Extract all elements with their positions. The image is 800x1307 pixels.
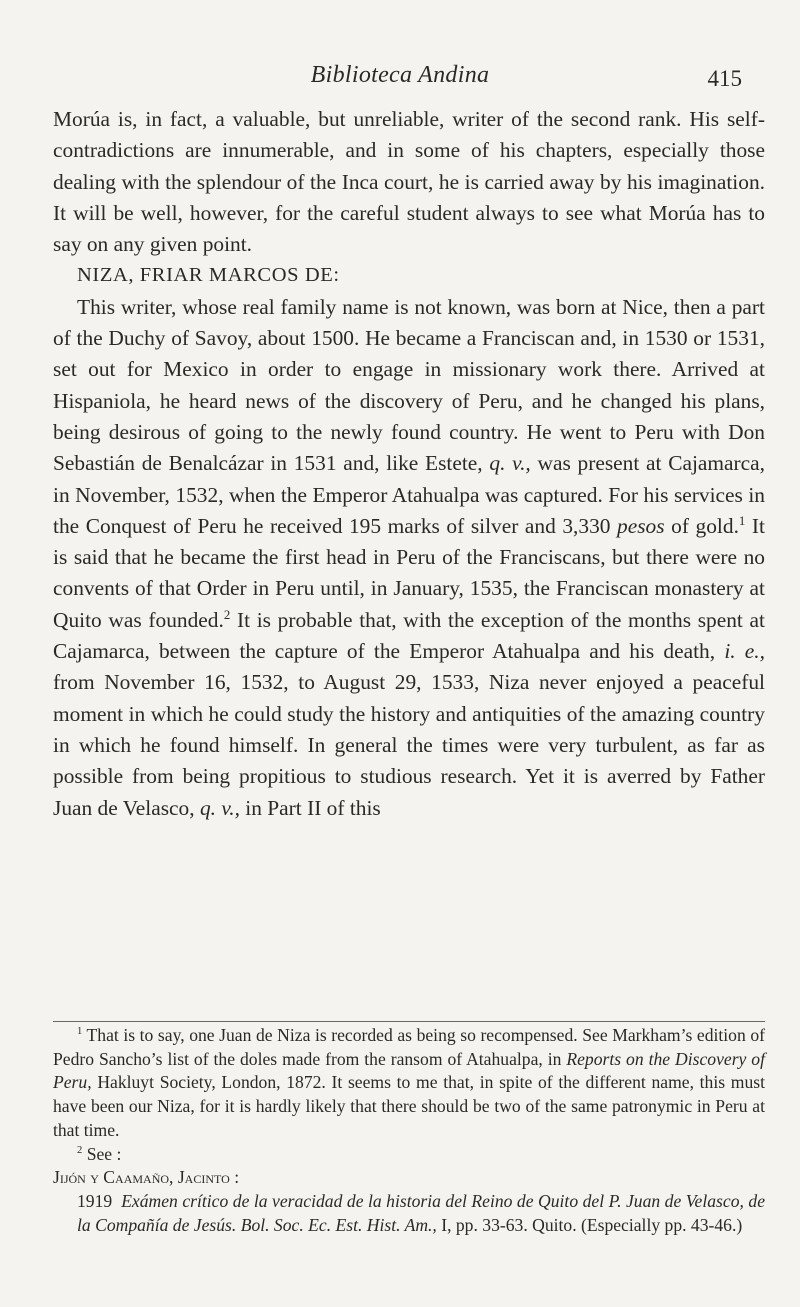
text-span: It is probable that, with the exception of the months spent at Cajamarca, between the capture of the Emperor Atahualpa and his death, bbox=[53, 607, 765, 664]
text-span: See : bbox=[86, 1143, 122, 1164]
text-span: from November 16, 1532, to August 29, 1533, Niza never enjoyed a peaceful moment in which he could study the history and antiquities of the amazing country in which he found himself. In general the times were very turbulent, as far as possible from being propitious to studious research. Yet it is averred by Father Juan de Velasco, bbox=[53, 670, 765, 820]
text-span: in Part II of this bbox=[245, 795, 381, 820]
footnote-1 bbox=[53, 1024, 765, 1143]
running-head: Biblioteca Andina bbox=[310, 62, 490, 88]
body-text bbox=[53, 104, 765, 824]
footnote-2 bbox=[53, 1143, 765, 1167]
footnotes bbox=[53, 1024, 765, 1237]
text-span: It is said that he became the first head in Peru of the Franciscans, but there were no convents of that Order in Peru until, in January, 1535, the Franciscan monastery at Quito was founded. bbox=[53, 513, 765, 632]
reference-tail: I, pp. 33-63. Quito. (Especially pp. 43-46.) bbox=[441, 1214, 743, 1235]
footnote-divider bbox=[53, 1021, 765, 1022]
qv-abbrev: q. v., bbox=[489, 451, 531, 476]
text-span: That is to say, one Juan de Niza is recorded as being so recompensed. See Markham’s edition of Pedro Sancho’s list of the doles made from the ransom of Atahualpa, in bbox=[53, 1025, 765, 1069]
footnote-mark-1: 1 bbox=[77, 1026, 83, 1038]
paragraph-morua: Morúa is, in fact, a valuable, but unreliable, writer of the second rank. His self-contradictions are innumerable, and in some of his chapters, especially those dealing with the splendour of the Inca court, he is carried away by his imagination. It will be well, however, for the careful student always to see what Morúa has to say on any given point. bbox=[53, 107, 765, 257]
footnote-ref-2[interactable]: 2 bbox=[223, 607, 231, 622]
pesos-term: pesos bbox=[617, 513, 665, 538]
text-span: This writer, whose real family name is not known, was born at Nice, then a part of the Duchy of Savoy, about 1500. He became a Franciscan and, in 1530 or 1531, set out for Mexico in order to engage in missionary work there. Arrived at Hispaniola, he heard news of the discovery of Peru, and he changed his plans, being desirous of going to the newly found country. He went to Peru with Don Sebastián de Benalcázar in 1531 and, like Estete, bbox=[53, 294, 765, 476]
reference-year: 1919 bbox=[77, 1190, 113, 1211]
work-title: Reports on the Discovery of Peru, bbox=[53, 1048, 765, 1093]
paragraph-niza bbox=[53, 292, 765, 824]
footnote-mark-2: 2 bbox=[77, 1144, 83, 1156]
reference-title: Exámen crítico de la veracidad de la historia del Reino de Quito del P. Juan de Velasco, de la Compañía de Jesús. Bol. Soc. Ec. Est. Hist. Am., bbox=[77, 1190, 766, 1235]
entry-heading: NIZA, FRIAR MARCOS DE: bbox=[77, 264, 340, 287]
text-span: was present at Cajamarca, in November, 1532, when the Emperor Atahualpa was captured. For his services in the Conquest of Peru he received 195 marks of silver and 3,330 bbox=[53, 451, 766, 538]
page-header bbox=[0, 62, 800, 92]
text-span: Hakluyt Society, London, 1872. It seems to me that, in spite of the different name, this must have been our Niza, for it is hardly likely that there should be two of the same patronymic in Peru at that time. bbox=[53, 1072, 765, 1140]
reference-author: Jijón y Caamaño, Jacinto : bbox=[53, 1167, 240, 1188]
page-number: 415 bbox=[707, 66, 742, 91]
ie-abbrev: i. e., bbox=[724, 639, 765, 664]
reference-entry bbox=[53, 1190, 765, 1237]
text-span: of gold. bbox=[671, 513, 739, 538]
qv-abbrev: q. v., bbox=[199, 795, 240, 820]
footnote-ref-1[interactable]: 1 bbox=[738, 513, 746, 528]
